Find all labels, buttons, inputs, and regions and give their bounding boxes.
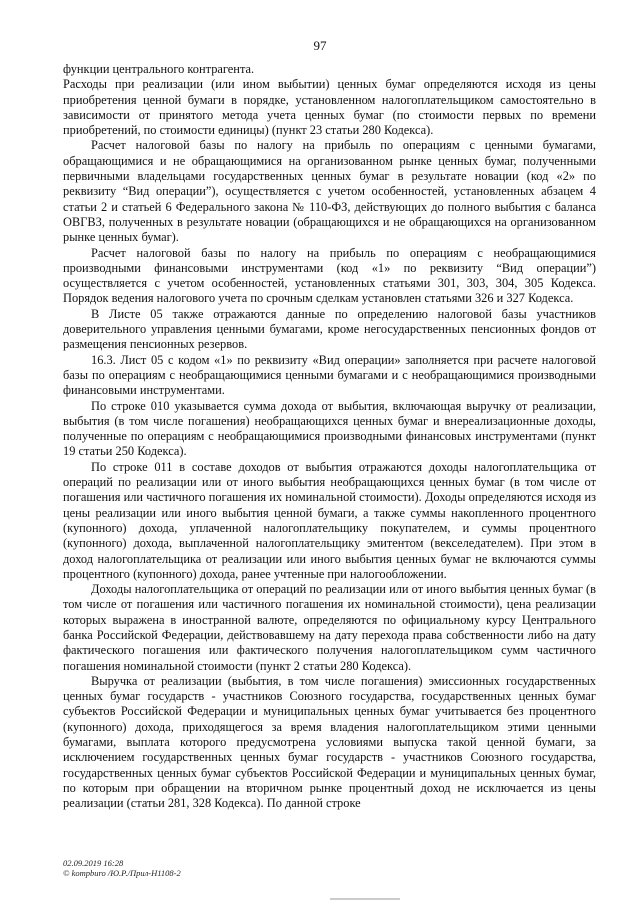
paragraph: 16.3. Лист 05 с кодом «1» по реквизиту «Вид операции» заполняется при расчете налоговой базы по операциям с необращающимися ценными бумагами и с необращающимися производными финансовыми инструментами. [63, 352, 596, 398]
paragraph: Расчет налоговой базы по налогу на прибыль по операциям с необращающимися производными финансовыми инструментами (код «1» по реквизиту “Вид операции”) осуществляется с учетом особенностей, установленных статьями 301, 303, 304, 305 Кодекса. Порядок ведения налогового учета по срочным сделкам установлен статьями 326 и 327 Кодекса. [63, 245, 596, 306]
footer-timestamp: 02.09.2019 16:28 [63, 858, 124, 868]
page-number: 97 [313, 38, 327, 53]
paragraph: функции центрального контрагента. [63, 62, 255, 76]
footer-stamp [63, 858, 181, 878]
paragraph: Расчет налоговой базы по налогу на прибыль по операциям с ценными бумагами, обращающимися и не обращающимися на организованном рынке ценных бумаг, полученными первичными владельцами государственных ценных бумаг в результате новации (код «2» по реквизиту “Вид операции”), осуществляется с учетом особенностей, установленных абзацем 4 статьи 2 и статьей 6 Федерального закона № 110-ФЗ, действующих до полного выбытия с баланса ОВГВЗ, полученных в результате новации (обращающихся и не обращающихся на организованном рынке ценных бумаг). [63, 138, 596, 245]
paragraph: Доходы налогоплательщика от операций по реализации или от иного выбытия ценных бумаг (в том числе от погашения или частичного погашения их номинальной стоимости), цена реализации которых выражена в иностранной валюте, определяются по официальному курсу Центрального банка Российской Федерации, действовавшему на дату перехода права собственности либо на дату фактического погашения или фактического получения налогоплательщиком сумм частичного погашения номинальной стоимости (пункт 2 статьи 280 Кодекса). [63, 582, 596, 673]
document-body [63, 62, 596, 812]
paragraph: По строке 010 указывается сумма дохода от выбытия, включающая выручку от реализации, выбытия (в том числе погашения) необращающихся ценных бумаг и внереализационные доходы, полученные по операциям с необращающимися производными финансовых инструментами (пункт 19 статьи 250 Кодекса). [63, 398, 596, 459]
paragraph: Расходы при реализации (или ином выбытии) ценных бумаг определяются исходя из цены приобретения ценной бумаги в порядке, установленном налогоплательщиком самостоятельно в зависимости от принятого метода учета ценных бумаг (по стоимости первых по времени приобретений, по стоимости единицы) (пункт 23 статьи 280 Кодекса). [63, 77, 596, 138]
paragraph: Выручка от реализации (выбытия, в том числе погашения) эмиссионных государственных ценных бумаг государств - участников Союзного государства, государственных ценных бумаг субъектов Российской Федерации и муниципальных ценных бумаг учитывается без процентного (купонного) дохода, приходящегося за время владения налогоплательщиком этими ценными бумагами, выплата которого предусмотрена условиями выпуска такой ценной бумаги, за исключением государственных ценных бумаг государств - участников Союзного государства, государственных ценных бумаг субъектов Российской Федерации и муниципальных ценных бумаг, по которым при обращении на вторичном рынке процентный доход не исключается из цены реализации (статьи 281, 328 Кодекса). По данной строке [63, 673, 596, 811]
paragraph: В Листе 05 также отражаются данные по определению налоговой базы участников доверительного управления ценными бумагами, кроме негосударственных пенсионных фондов от размещения пенсионных резервов. [63, 306, 596, 352]
paragraph: По строке 011 в составе доходов от выбытия отражаются доходы налогоплательщика от операций по реализации или от иного выбытия необращающихся ценных бумаг (в том числе от погашения или частичного погашения их номинальной стоимости). Доходы определяются исходя из цены реализации или иного выбытия ценной бумаги, а также суммы накопленного процентного (купонного) дохода, уплаченной налогоплательщику покупателем, и суммы процентного (купонного) дохода, выплаченной налогоплательщику эмитентом (векселедателем). При этом в доход налогоплательщика от реализации или иного выбытия ценных бумаг не включаются суммы процентного (купонного) дохода, ранее учтенные при налогообложении. [63, 459, 596, 581]
footer-divider [330, 898, 400, 900]
footer-source: © kompburo /Ю.Р./Прил-Н1108-2 [63, 868, 181, 878]
